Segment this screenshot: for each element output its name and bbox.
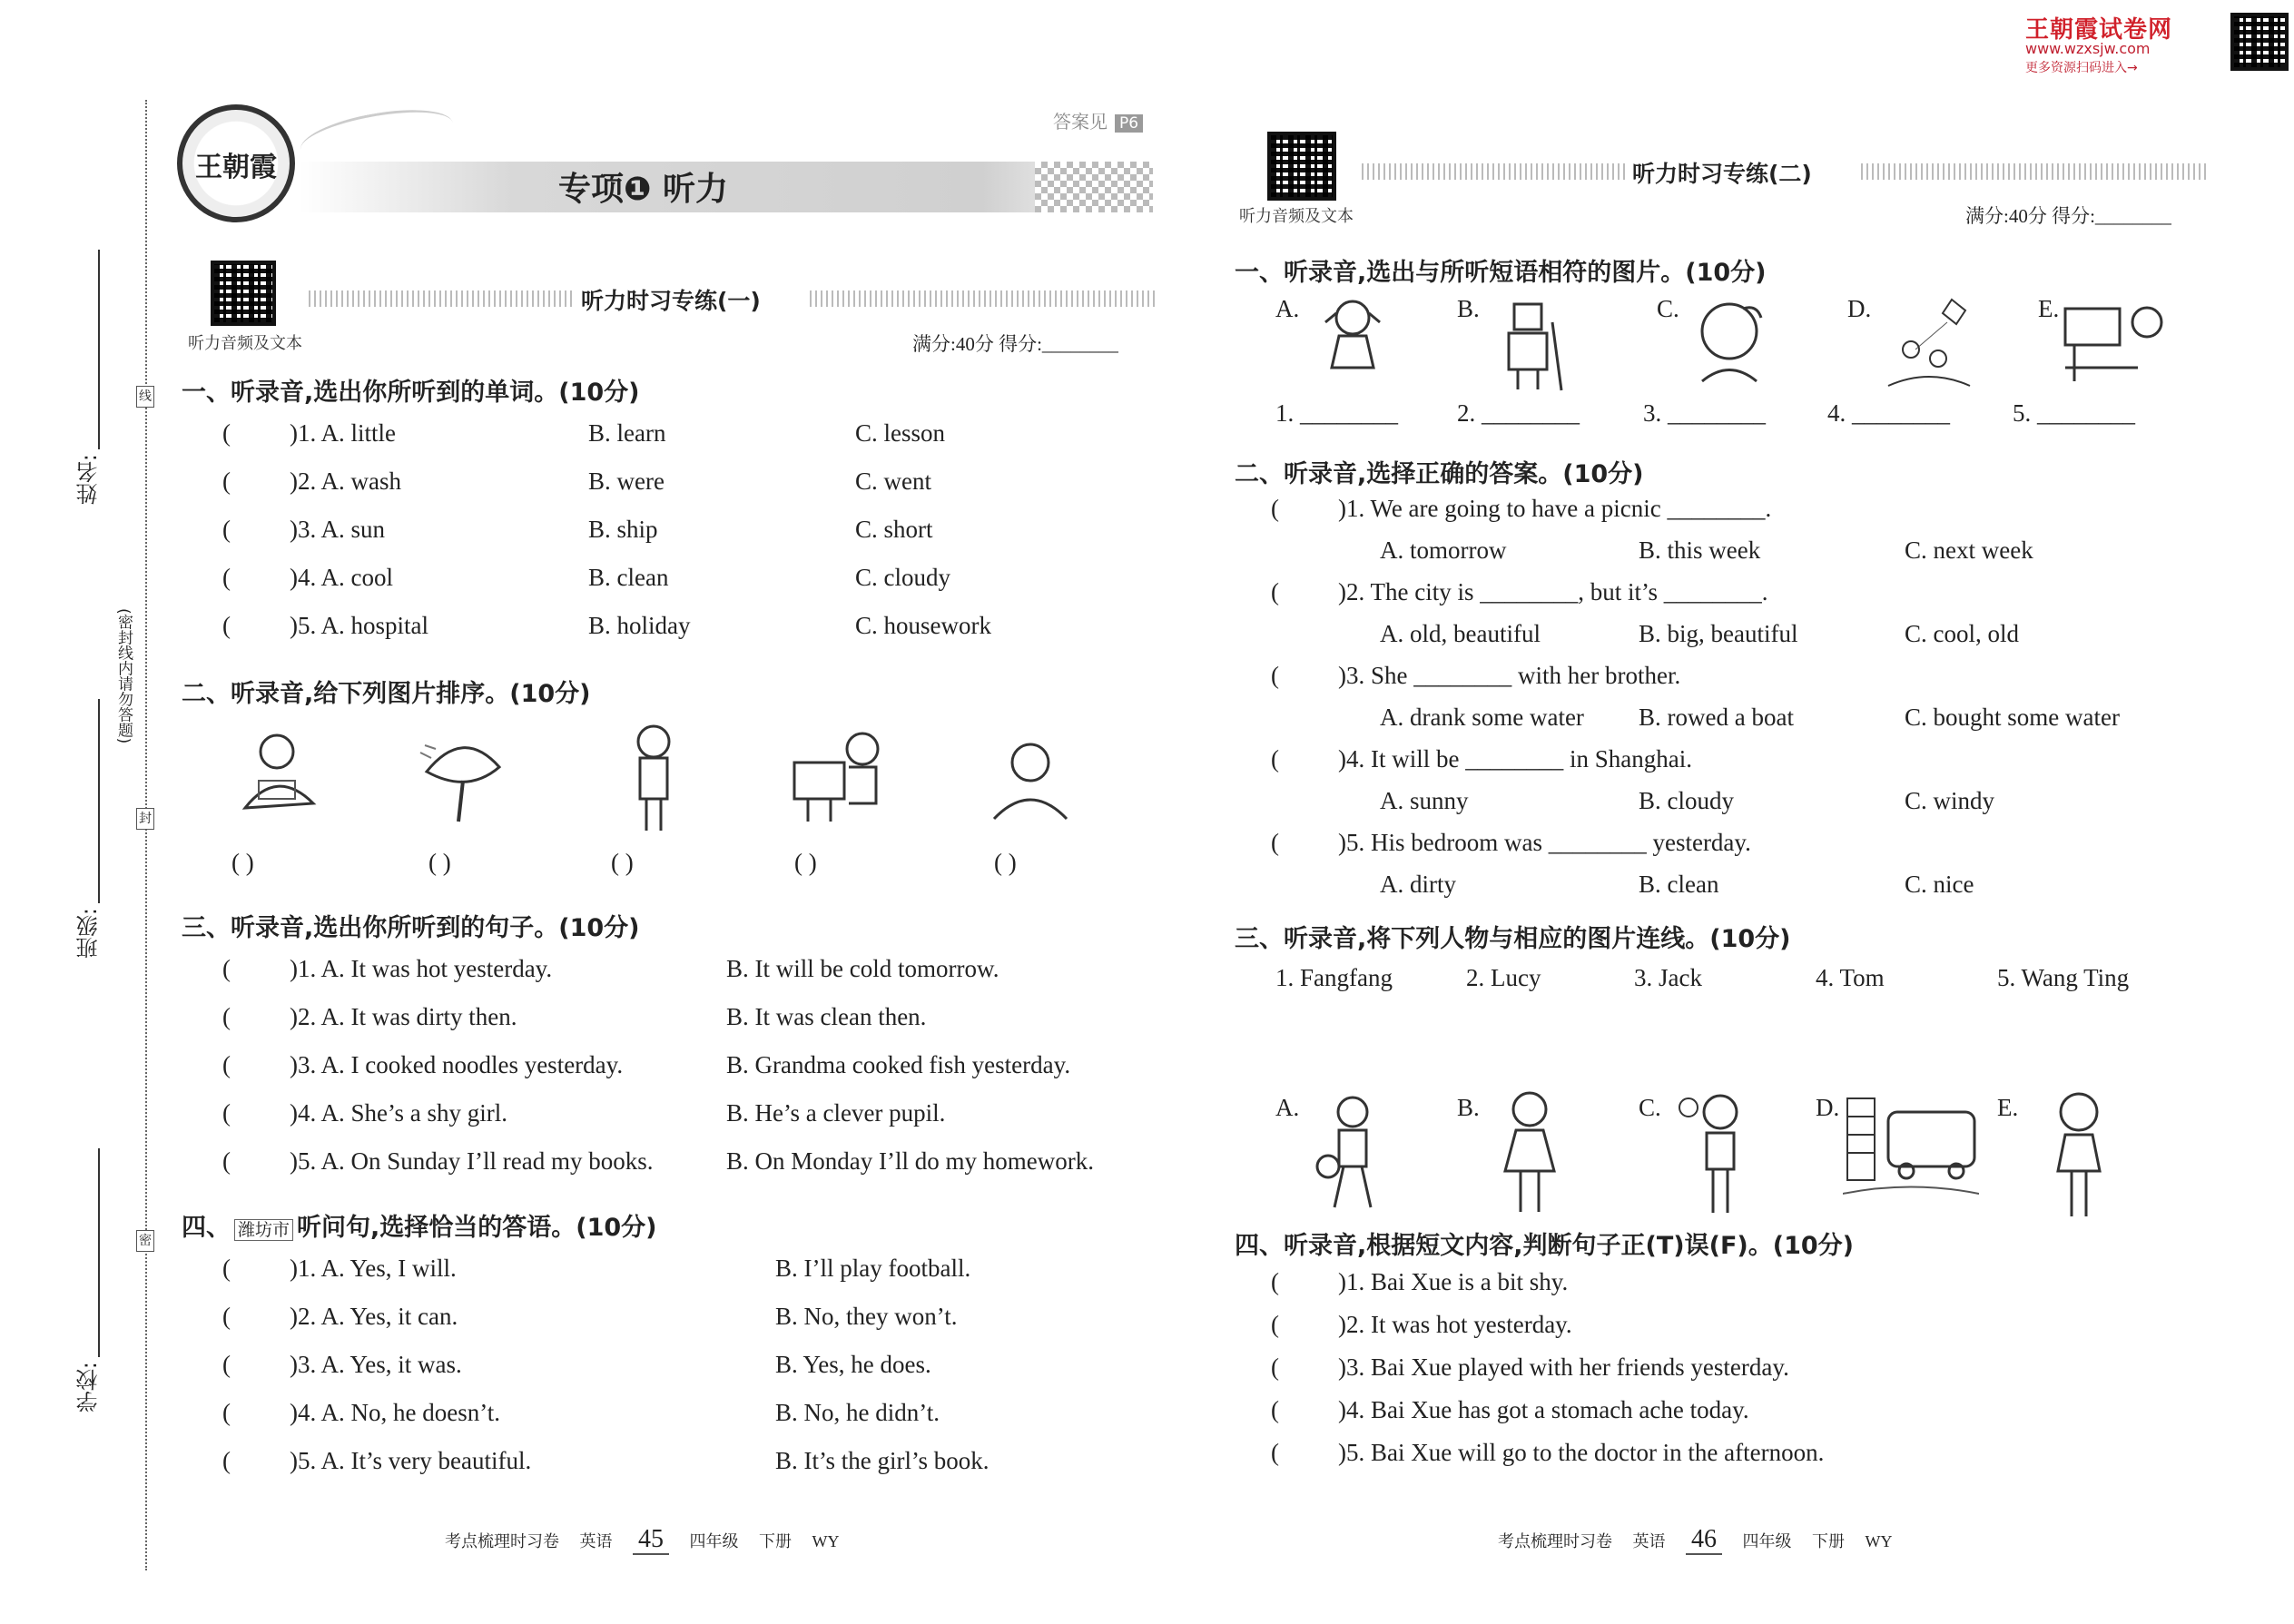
answer-bracket[interactable]: (: [1271, 495, 1279, 522]
list-item: ( )5. Bai Xue will go to the doctor in the afternoon.: [1271, 1439, 1825, 1466]
list-item: ( )3. She ________ with her brother. A. drank some water B. rowed a boat C. bought some water: [1271, 662, 2120, 731]
list-item: ( )3. A. I cooked noodles yesterday. B. Grandma cooked fish yesterday.: [222, 1051, 1071, 1078]
boy-computer-picture: [790, 726, 890, 826]
page-number-left: 45: [633, 1525, 669, 1555]
answer-blank[interactable]: 4. ________: [1827, 399, 1950, 427]
audio-qr-left-icon[interactable]: [211, 261, 276, 326]
answer-bracket[interactable]: (: [1271, 1396, 1279, 1423]
answer-bracket[interactable]: (: [222, 1147, 231, 1175]
order-bracket[interactable]: ( ): [428, 849, 451, 876]
answer-blank[interactable]: 3. ________: [1643, 399, 1766, 427]
brand-name: 王朝霞试卷网: [2025, 16, 2173, 44]
boy-basketball-picture: [1312, 1094, 1393, 1212]
list-item: ( )5. A. It’s very beautiful. B. It’s the girl’s book.: [222, 1447, 989, 1474]
class-field[interactable]: [98, 699, 100, 903]
practice-stripe-right-a: [1362, 163, 1625, 180]
robot-sweeping-picture: [1489, 295, 1570, 395]
list-item: ( )2. The city is ________, but it’s ________. A. old, beautiful B. big, beautiful C. cool, old: [1271, 578, 2019, 647]
girl-reading-picture: [227, 726, 327, 826]
order-bracket[interactable]: ( ): [231, 849, 254, 876]
order-bracket[interactable]: ( ): [794, 849, 817, 876]
answer-bracket[interactable]: (: [222, 516, 231, 543]
answer-bracket[interactable]: (: [1271, 1268, 1279, 1295]
list-item: ( )5. A. On Sunday I’ll read my books. B. On Monday I’ll do my homework.: [222, 1147, 1094, 1175]
list-item: ( )2. It was hot yesterday.: [1271, 1311, 1572, 1338]
audio-qr-right-icon[interactable]: [1267, 132, 1336, 201]
crying-girl-picture: [622, 722, 685, 835]
list-item: ( )5. His bedroom was ________ yesterday. A. dirty B. clean C. nice: [1271, 829, 1974, 898]
answer-bracket[interactable]: (: [1271, 662, 1279, 689]
r-s2-list: [1271, 495, 2120, 912]
answer-bracket[interactable]: (: [222, 419, 231, 447]
list-item: ( )4. A. cool B. clean C. cloudy: [222, 564, 950, 591]
r-s4-title: 四、听录音,根据短文内容,判断句子正(T)误(F)。(10分): [1235, 1232, 1854, 1260]
r-s4-list: [1271, 1268, 1825, 1481]
answer-bracket[interactable]: (: [222, 1099, 231, 1127]
list-item: ( )1. A. Yes, I will. B. I’ll play football.: [222, 1255, 971, 1282]
margin-cut-box: 线: [136, 386, 154, 408]
answer-bracket[interactable]: (: [222, 1399, 231, 1426]
answer-bracket[interactable]: (: [1271, 745, 1279, 773]
l-s1-title: 一、听录音,选出你所听到的单词。(10分): [182, 379, 640, 407]
kids-kite-picture: [1879, 295, 1979, 395]
answer-bracket[interactable]: (: [222, 1447, 231, 1474]
practice-title-right: 听力时习专练(二): [1632, 161, 1812, 187]
list-item: ( )5. A. hospital B. holiday C. housework: [222, 612, 991, 639]
answer-bracket[interactable]: (: [222, 1003, 231, 1030]
practice-stripe-left-a: [309, 290, 572, 307]
binding-line: [145, 100, 147, 1570]
list-item: ( )4. A. She’s a shy girl. B. He’s a clever pupil.: [222, 1099, 946, 1127]
publisher-logo: [177, 104, 295, 222]
margin-seal-box: 封: [136, 808, 154, 830]
name-field[interactable]: [98, 250, 100, 449]
order-bracket[interactable]: ( ): [611, 849, 634, 876]
logo-text: 王朝霞: [195, 152, 277, 183]
name-label: 姓名:: [76, 454, 102, 506]
answer-bracket[interactable]: (: [222, 1303, 231, 1330]
footer-right: 考点梳理时习卷 英语 46 四年级 下册 WY: [1498, 1525, 1893, 1553]
answer-bracket[interactable]: (: [222, 955, 231, 982]
school-field[interactable]: [98, 1148, 100, 1357]
r-s1-title: 一、听录音,选出与所听短语相符的图片。(10分): [1235, 259, 1767, 287]
list-item: ( )2. A. Yes, it can. B. No, they won’t.: [222, 1303, 958, 1330]
bus-building-picture: [1843, 1094, 1979, 1203]
boy-sun-picture: [1675, 1089, 1757, 1216]
r-s2-title: 二、听录音,选择正确的答案。(10分): [1235, 460, 1644, 488]
answer-page-badge: P6: [1115, 114, 1143, 133]
answer-blank[interactable]: 1. ________: [1275, 399, 1398, 427]
answer-bracket[interactable]: (: [222, 612, 231, 639]
girl-pigtails-picture: [1316, 295, 1389, 395]
footer-left: 考点梳理时习卷 英语 45 四年级 下册 WY: [445, 1525, 840, 1553]
seal-note: (密封线内请勿答题): [114, 608, 133, 744]
practice-stripe-right-b: [1861, 163, 2206, 180]
r-s3-title: 三、听录音,将下列人物与相应的图片连线。(10分): [1235, 925, 1791, 953]
qr-caption-left: 听力音频及文本: [188, 334, 302, 352]
windy-tree-picture: [413, 731, 513, 826]
answer-bracket[interactable]: (: [1271, 829, 1279, 856]
man-portrait-picture: [989, 735, 1071, 822]
girl-bag-picture: [2043, 1089, 2115, 1221]
order-bracket[interactable]: ( ): [994, 849, 1017, 876]
class-label: 班级:: [76, 908, 102, 960]
brand-url: www.wzxsjw.com: [2025, 40, 2151, 57]
answer-bracket[interactable]: (: [222, 1255, 231, 1282]
answer-bracket[interactable]: (: [1271, 1311, 1279, 1338]
list-item: ( )3. A. Yes, it was. B. Yes, he does.: [222, 1351, 931, 1378]
answer-bracket[interactable]: (: [222, 1351, 231, 1378]
list-item: ( )2. A. It was dirty then. B. It was clean then.: [222, 1003, 927, 1030]
practice-stripe-left-b: [810, 290, 1155, 307]
list-item: ( )4. A. No, he doesn’t. B. No, he didn’t.: [222, 1399, 940, 1426]
answer-blank[interactable]: 5. ________: [2013, 399, 2135, 427]
brand-block: [2020, 11, 2292, 74]
l-s4-list: [222, 1255, 989, 1495]
list-item: ( )4. Bai Xue has got a stomach ache today.: [1271, 1396, 1749, 1423]
list-item: ( )1. Bai Xue is a bit shy.: [1271, 1268, 1569, 1295]
list-item: ( )2. A. wash B. were C. went: [222, 468, 931, 495]
list-item: ( )4. It will be ________ in Shanghai. A. sunny B. cloudy C. windy: [1271, 745, 1995, 814]
l-s4-title: 四、 潍坊市 听问句,选择恰当的答语。(10分): [182, 1214, 657, 1242]
l-s3-list: [222, 955, 1094, 1196]
list-item: ( )1. We are going to have a picnic ________. A. tomorrow B. this week C. next week: [1271, 495, 2033, 564]
margin-secret-box: 密: [136, 1230, 154, 1252]
brand-slogan: 更多资源扫码进入→: [2025, 61, 2138, 75]
boy-headache-picture: [1689, 295, 1770, 386]
l-s1-list: [222, 419, 991, 660]
qr-caption-right: 听力音频及文本: [1239, 207, 1354, 225]
answer-bracket[interactable]: (: [1271, 1353, 1279, 1381]
score-line-right: 满分:40分 得分:________: [1965, 205, 2171, 227]
answer-bracket[interactable]: (: [222, 1051, 231, 1078]
answer-bracket[interactable]: (: [1271, 578, 1279, 605]
answer-bracket[interactable]: (: [222, 468, 231, 495]
list-item: ( )1. A. little B. learn C. lesson: [222, 419, 946, 447]
banner-checker: [1035, 162, 1153, 212]
answer-bracket[interactable]: (: [1271, 1439, 1279, 1466]
page-number-right: 46: [1686, 1525, 1722, 1555]
answer-ref: 答案见 P6: [1053, 107, 1143, 133]
boy-tv-picture: [2061, 295, 2170, 386]
region-tag: 潍坊市: [234, 1219, 293, 1241]
list-item: ( )1. A. It was hot yesterday. B. It will be cold tomorrow.: [222, 955, 999, 982]
brand-qr-icon[interactable]: [2230, 13, 2289, 71]
list-item: ( )3. A. sun B. ship C. short: [222, 516, 933, 543]
l-s3-title: 三、听录音,选出你所听到的句子。(10分): [182, 914, 640, 942]
l-s2-title: 二、听录音,给下列图片排序。(10分): [182, 680, 591, 708]
unit-title: 专项❶ 听力: [558, 171, 729, 208]
girl-dress-picture: [1493, 1089, 1566, 1216]
answer-bracket[interactable]: (: [222, 564, 231, 591]
score-line-left: 满分:40分 得分:________: [912, 333, 1118, 355]
list-item: ( )3. Bai Xue played with her friends yesterday.: [1271, 1353, 1789, 1381]
school-label: 学校:: [76, 1362, 102, 1413]
answer-blank[interactable]: 2. ________: [1457, 399, 1580, 427]
practice-title-left: 听力时习专练(一): [581, 288, 761, 314]
